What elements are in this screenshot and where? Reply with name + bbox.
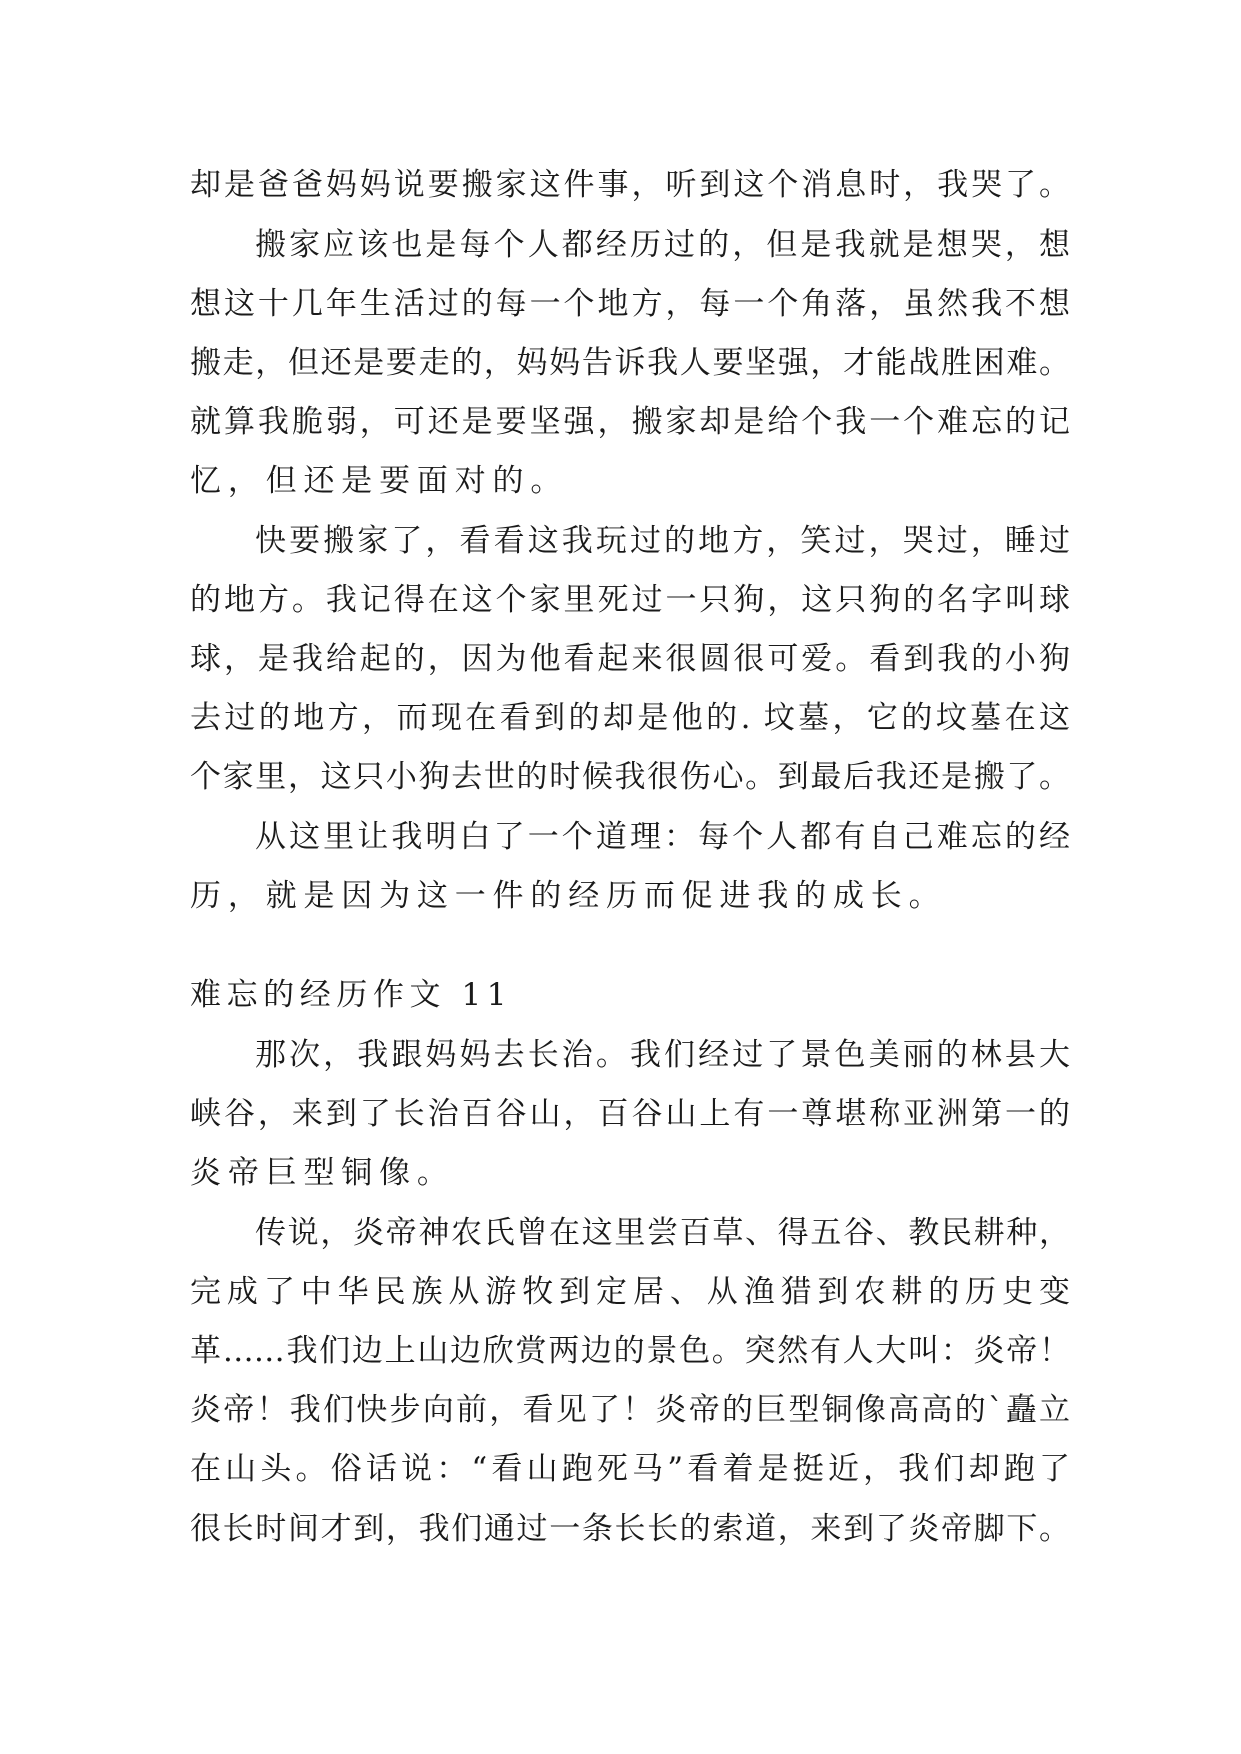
paragraph-line: 峡谷，来到了长治百谷山，百谷山上有一尊堪称亚洲第一的 bbox=[190, 1096, 1070, 1132]
paragraph-line: 去过的地方，而现在看到的却是他的. 坟墓，它的坟墓在这 bbox=[190, 700, 1070, 736]
paragraph-line: 历，就是因为这一件的经历而促进我的成长。 bbox=[190, 878, 947, 914]
paragraph-line: 球，是我给起的，因为他看起来很圆很可爱。看到我的小狗 bbox=[190, 641, 1070, 677]
paragraph-line: 忆，但还是要面对的。 bbox=[190, 463, 569, 499]
paragraph-line: 完成了中华民族从游牧到定居、从渔猎到农耕的历史变 bbox=[190, 1274, 1070, 1310]
paragraph-line: 搬家应该也是每个人都经历过的，但是我就是想哭，想 bbox=[255, 227, 1070, 263]
paragraph-line: 搬走，但还是要走的，妈妈告诉我人要坚强，才能战胜困难。 bbox=[190, 345, 1070, 381]
paragraph-line: 那次，我跟妈妈去长治。我们经过了景色美丽的林县大 bbox=[255, 1037, 1070, 1073]
section-heading: 难忘的经历作文 11 bbox=[190, 977, 513, 1013]
paragraph-line: 炎帝！我们快步向前，看见了！炎帝的巨型铜像高高的`矗立 bbox=[190, 1392, 1070, 1428]
paragraph-line: 快要搬家了，看看这我玩过的地方，笑过，哭过，睡过 bbox=[255, 523, 1070, 559]
paragraph-line: 炎帝巨型铜像。 bbox=[190, 1155, 455, 1191]
paragraph-line: 革……我们边上山边欣赏两边的景色。突然有人大叫：炎帝！ bbox=[190, 1333, 1070, 1369]
paragraph-line: 的地方。我记得在这个家里死过一只狗，这只狗的名字叫球 bbox=[190, 582, 1070, 618]
paragraph-line: 很长时间才到，我们通过一条长长的索道，来到了炎帝脚下。 bbox=[190, 1511, 1070, 1547]
paragraph-line: 从这里让我明白了一个道理：每个人都有自己难忘的经 bbox=[255, 819, 1070, 855]
paragraph-line: 却是爸爸妈妈说要搬家这件事，听到这个消息时，我哭了。 bbox=[190, 167, 1070, 203]
paragraph-line: 就算我脆弱，可还是要坚强，搬家却是给个我一个难忘的记 bbox=[190, 404, 1070, 440]
paragraph-line: 个家里，这只小狗去世的时候我很伤心。到最后我还是搬了。 bbox=[190, 759, 1070, 795]
paragraph-line: 传说，炎帝神农氏曾在这里尝百草、得五谷、教民耕种， bbox=[255, 1215, 1070, 1251]
paragraph-line: 想这十几年生活过的每一个地方，每一个角落，虽然我不想 bbox=[190, 286, 1070, 322]
paragraph-line: 在山头。俗话说：“看山跑死马”看着是挺近，我们却跑了 bbox=[190, 1451, 1070, 1487]
